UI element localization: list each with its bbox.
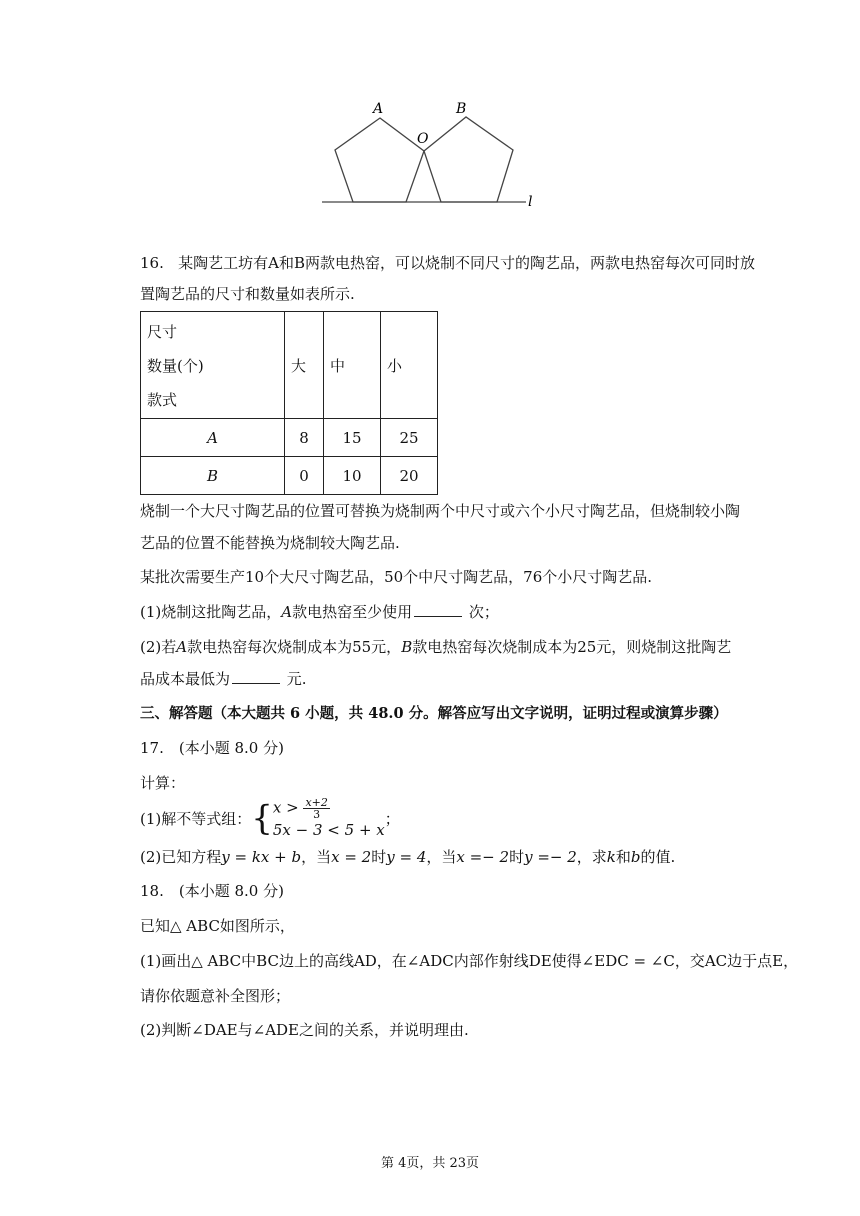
q16-part2-line1 — [140, 636, 731, 657]
q16-p2-e: 元. — [286, 670, 307, 688]
pentagon-right — [424, 117, 513, 202]
q16-p1-a: (1)烧制这批陶艺品， — [140, 603, 282, 621]
answer-blank-1[interactable] — [414, 602, 462, 617]
fraction — [303, 797, 329, 820]
q16-p2-a: (2)若 — [140, 638, 177, 656]
label-l: l — [528, 194, 533, 210]
q17-p2-bvar: b — [630, 848, 641, 866]
q16-p2-var-a: A — [176, 638, 188, 656]
row-model: B — [141, 457, 285, 495]
q16-p1-c: 次； — [468, 603, 499, 621]
col-small: 小 — [381, 312, 438, 419]
q16-p2-b: 款电热窑每次烧制成本为55元， — [187, 638, 402, 656]
label-a: A — [373, 101, 384, 117]
section-3-heading: 三、解答题（本大题共 6 小题，共 48.0 分。解答应写出文字说明，证明过程或演算步骤） — [140, 705, 728, 722]
header-model: 款式 — [147, 391, 178, 409]
q17-part2 — [140, 846, 675, 867]
row-large: 8 — [285, 419, 324, 457]
q18-intro: 已知△ ABC如图所示， — [140, 917, 295, 935]
table-row — [141, 457, 438, 495]
q17-p2-h: 的值. — [640, 848, 676, 866]
kiln-table — [140, 311, 438, 495]
header-qty: 数量(个) — [147, 357, 204, 375]
header-size: 尺寸 — [147, 323, 178, 341]
q17-p2-a: (2)已知方程 — [140, 848, 222, 866]
row-large: 0 — [285, 457, 324, 495]
q16-text-2: 艺品的位置不能替换为烧制较大陶艺品. — [140, 534, 400, 552]
label-b: B — [456, 101, 467, 117]
q17-p2-y1: y = 4 — [386, 848, 427, 866]
row-model: A — [141, 419, 285, 457]
q17-p1-label: (1)解不等式组： — [140, 810, 252, 828]
col-medium: 中 — [324, 312, 381, 419]
fraction-numerator: x+2 — [305, 796, 328, 809]
q17-p2-y2: y =− 2 — [524, 848, 577, 866]
ineq1-lhs: x > — [272, 798, 299, 817]
q18-part1-line1: (1)画出△ ABC中BC边上的高线AD，在∠ADC内部作射线DE使得∠EDC = ∠C，交AC边于点E， — [140, 952, 799, 970]
row-medium: 10 — [324, 457, 381, 495]
q18-part2: (2)判断∠DAE与∠ADE之间的关系，并说明理由. — [140, 1021, 469, 1039]
row-medium: 15 — [324, 419, 381, 457]
q17-part1 — [140, 797, 400, 840]
q17-p2-g: 和 — [615, 848, 631, 866]
q16-text-3: 某批次需要生产10个大尺寸陶艺品，50个中尺寸陶艺品，76个小尺寸陶艺品. — [140, 568, 653, 586]
table-header-row — [141, 312, 438, 419]
q16-p2-var-b: B — [401, 638, 413, 656]
q17-p2-e: 时 — [509, 848, 525, 866]
row-small: 20 — [381, 457, 438, 495]
table-row — [141, 419, 438, 457]
q17-p2-x2: x =− 2 — [456, 848, 510, 866]
q17-p2-eq: y = kx + b — [221, 848, 302, 866]
q17-p2-d: ，当 — [426, 848, 457, 866]
q17-p2-b: ，当 — [301, 848, 332, 866]
q16-part1 — [140, 601, 499, 622]
table-corner-cell — [141, 312, 285, 419]
q16-intro-line2: 置陶艺品的尺寸和数量如表所示. — [140, 285, 355, 303]
row-small: 25 — [381, 419, 438, 457]
q16-part2-line2 — [140, 668, 307, 689]
q17-p2-x1: x = 2 — [331, 848, 372, 866]
q16-text-1: 烧制一个大尺寸陶艺品的位置可替换为烧制两个中尺寸或六个小尺寸陶艺品，但烧制较小陶 — [140, 502, 741, 520]
pentagon-left — [335, 118, 424, 202]
q16-intro-1: 某陶艺工坊有A和B两款电热窑，可以烧制不同尺寸的陶艺品，两款电热窑每次可同时放 — [178, 254, 756, 272]
q17-p2-f: ，求 — [576, 848, 607, 866]
q17-p2-c: 时 — [371, 848, 387, 866]
q16-number: 16. — [140, 254, 164, 272]
system-brace: { — [251, 798, 273, 839]
q17-header: 17. (本小题 8.0 分) — [140, 739, 284, 757]
answer-blank-2[interactable] — [232, 669, 280, 684]
q16-p1-b: 款电热窑至少使用 — [292, 603, 413, 621]
q17-compute: 计算： — [140, 774, 186, 792]
fraction-denominator: 3 — [313, 808, 321, 821]
q18-header: 18. (本小题 8.0 分) — [140, 882, 284, 900]
inequality-2: 5x − 3 < 5 + x — [272, 821, 385, 839]
pentagons-figure — [316, 96, 546, 212]
page-footer: 第 4页，共 23页 — [380, 1156, 480, 1171]
q16-intro-line1 — [140, 252, 755, 273]
q17-semicolon: ； — [384, 810, 400, 828]
q16-p1-var: A — [281, 603, 293, 621]
inequality-1 — [273, 797, 385, 820]
q17-p2-k: k — [606, 848, 616, 866]
label-o: O — [417, 131, 429, 147]
q16-p2-d: 品成本最低为 — [140, 670, 231, 688]
col-large: 大 — [285, 312, 324, 419]
inequality-system — [273, 797, 385, 840]
q18-part1-line2: 请你依题意补全图形； — [140, 987, 291, 1005]
q16-p2-c: 款电热窑每次烧制成本为25元，则烧制这批陶艺 — [412, 638, 732, 656]
